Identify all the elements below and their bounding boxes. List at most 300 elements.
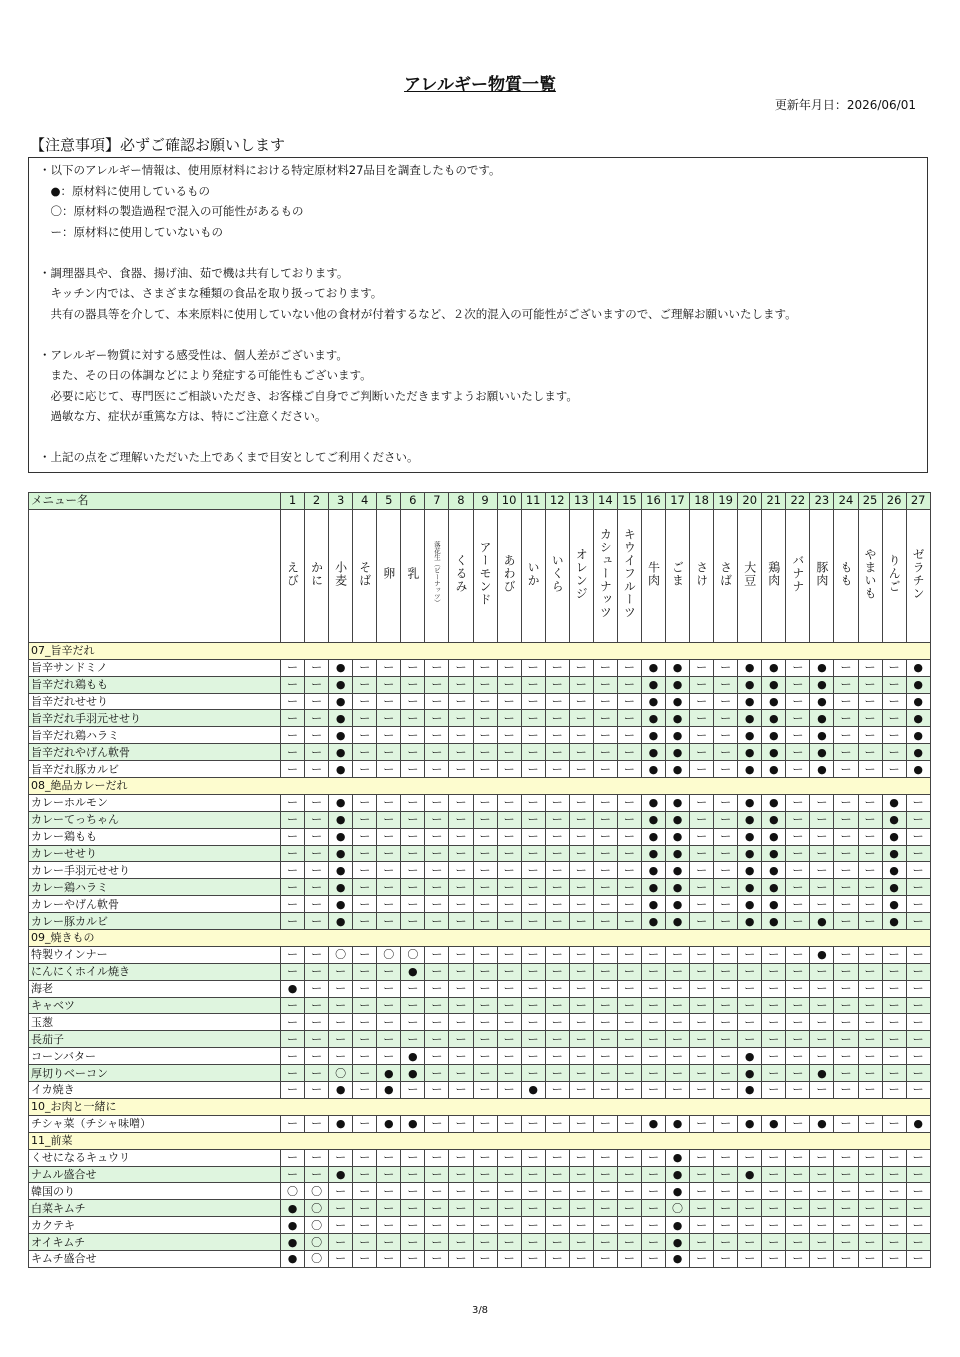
none-mark: ー	[617, 896, 641, 913]
none-mark: ー	[377, 1031, 401, 1048]
none-mark: ー	[690, 862, 714, 879]
none-mark: ー	[425, 896, 449, 913]
none-mark: ー	[810, 963, 834, 980]
table-row	[29, 1250, 931, 1267]
none-mark: ー	[810, 1149, 834, 1166]
none-mark: ー	[497, 794, 521, 811]
contains-mark: ●	[810, 1065, 834, 1082]
none-mark: ー	[858, 1014, 882, 1031]
contains-mark: ●	[762, 828, 786, 845]
contains-mark: ●	[641, 845, 665, 862]
contains-mark: ●	[329, 744, 353, 761]
none-mark: ー	[545, 659, 569, 676]
possible-mark: 〇	[305, 1217, 329, 1234]
none-mark: ー	[569, 1149, 593, 1166]
none-mark: ー	[281, 693, 305, 710]
none-mark: ー	[377, 963, 401, 980]
table-row	[29, 896, 931, 913]
none-mark: ー	[858, 862, 882, 879]
none-mark: ー	[329, 1149, 353, 1166]
none-mark: ー	[882, 1234, 906, 1251]
allergen-name: ごま	[670, 560, 685, 587]
none-mark: ー	[449, 896, 473, 913]
none-mark: ー	[738, 980, 762, 997]
none-mark: ー	[473, 963, 497, 980]
none-mark: ー	[569, 1048, 593, 1065]
none-mark: ー	[569, 946, 593, 963]
none-mark: ー	[353, 1048, 377, 1065]
none-mark: ー	[593, 1183, 617, 1200]
none-mark: ー	[738, 963, 762, 980]
none-mark: ー	[786, 845, 810, 862]
none-mark: ー	[617, 1200, 641, 1217]
contains-mark: ●	[666, 845, 690, 862]
none-mark: ー	[810, 1031, 834, 1048]
allergen-label-row	[29, 509, 931, 642]
none-mark: ー	[401, 862, 425, 879]
none-mark: ー	[834, 710, 858, 727]
none-mark: ー	[690, 1200, 714, 1217]
allergen-name: えび	[285, 560, 300, 587]
allergen-label	[593, 509, 617, 642]
none-mark: ー	[473, 1031, 497, 1048]
none-mark: ー	[425, 1250, 449, 1267]
menu-name: キムチ盛合せ	[29, 1250, 281, 1267]
none-mark: ー	[329, 1234, 353, 1251]
none-mark: ー	[281, 761, 305, 778]
menu-name: 白菜キムチ	[29, 1200, 281, 1217]
none-mark: ー	[786, 980, 810, 997]
none-mark: ー	[834, 693, 858, 710]
none-mark: ー	[858, 659, 882, 676]
allergen-label	[329, 509, 353, 642]
none-mark: ー	[425, 1082, 449, 1099]
none-mark: ー	[882, 1014, 906, 1031]
none-mark: ー	[305, 845, 329, 862]
none-mark: ー	[473, 896, 497, 913]
none-mark: ー	[641, 1217, 665, 1234]
contains-mark: ●	[738, 896, 762, 913]
none-mark: ー	[425, 946, 449, 963]
table-row	[29, 1200, 931, 1217]
none-mark: ー	[497, 744, 521, 761]
none-mark: ー	[569, 659, 593, 676]
none-mark: ー	[401, 676, 425, 693]
none-mark: ー	[401, 727, 425, 744]
none-mark: ー	[449, 659, 473, 676]
contains-mark: ●	[810, 946, 834, 963]
contains-mark: ●	[329, 693, 353, 710]
none-mark: ー	[521, 1234, 545, 1251]
contains-mark: ●	[738, 710, 762, 727]
none-mark: ー	[377, 1200, 401, 1217]
none-mark: ー	[305, 811, 329, 828]
none-mark: ー	[305, 1014, 329, 1031]
menu-name: オイキムチ	[29, 1234, 281, 1251]
none-mark: ー	[281, 997, 305, 1014]
none-mark: ー	[882, 963, 906, 980]
none-mark: ー	[714, 862, 738, 879]
none-mark: ー	[449, 744, 473, 761]
none-mark: ー	[810, 811, 834, 828]
none-mark: ー	[617, 1031, 641, 1048]
table-row	[29, 761, 931, 778]
none-mark: ー	[714, 744, 738, 761]
table-row	[29, 1149, 931, 1166]
none-mark: ー	[810, 879, 834, 896]
notice-line: 共有の器具等を介して、本来原料に使用していない他の食材が付着するなど、２次的混入の可能性がございますので、ご理解お願いいたします。	[39, 306, 797, 321]
none-mark: ー	[810, 1183, 834, 1200]
contains-mark: ●	[329, 727, 353, 744]
none-mark: ー	[906, 828, 930, 845]
none-mark: ー	[281, 963, 305, 980]
allergen-number: 14	[593, 493, 617, 510]
none-mark: ー	[425, 1149, 449, 1166]
contains-mark: ●	[906, 744, 930, 761]
none-mark: ー	[786, 896, 810, 913]
contains-mark: ●	[882, 862, 906, 879]
allergen-name: かに	[309, 560, 324, 587]
category-label: 07_旨辛だれ	[29, 642, 931, 659]
contains-mark: ●	[762, 896, 786, 913]
contains-mark: ●	[401, 963, 425, 980]
none-mark: ー	[569, 744, 593, 761]
none-mark: ー	[449, 828, 473, 845]
none-mark: ー	[593, 693, 617, 710]
contains-mark: ●	[762, 761, 786, 778]
contains-mark: ●	[641, 794, 665, 811]
none-mark: ー	[281, 1149, 305, 1166]
possible-mark: 〇	[329, 1065, 353, 1082]
allergen-label	[690, 509, 714, 642]
contains-mark: ●	[738, 761, 762, 778]
contains-mark: ●	[641, 710, 665, 727]
none-mark: ー	[305, 727, 329, 744]
contains-mark: ●	[666, 1217, 690, 1234]
none-mark: ー	[714, 896, 738, 913]
none-mark: ー	[882, 1082, 906, 1099]
contains-mark: ●	[666, 744, 690, 761]
none-mark: ー	[690, 761, 714, 778]
none-mark: ー	[353, 727, 377, 744]
allergen-label	[810, 509, 834, 642]
none-mark: ー	[617, 744, 641, 761]
none-mark: ー	[714, 997, 738, 1014]
contains-mark: ●	[666, 1149, 690, 1166]
none-mark: ー	[641, 1234, 665, 1251]
none-mark: ー	[569, 997, 593, 1014]
none-mark: ー	[281, 828, 305, 845]
none-mark: ー	[305, 1031, 329, 1048]
none-mark: ー	[497, 946, 521, 963]
none-mark: ー	[714, 1183, 738, 1200]
none-mark: ー	[545, 1217, 569, 1234]
none-mark: ー	[545, 1183, 569, 1200]
notice-line: 過敏な方、症状が重篤な方は、特にご注意ください。	[39, 409, 327, 423]
none-mark: ー	[329, 1183, 353, 1200]
none-mark: ー	[281, 946, 305, 963]
allergen-name: 卵	[381, 567, 396, 581]
none-mark: ー	[401, 1031, 425, 1048]
none-mark: ー	[497, 1014, 521, 1031]
none-mark: ー	[690, 1183, 714, 1200]
none-mark: ー	[569, 1234, 593, 1251]
allergen-name: オレンジ	[574, 547, 589, 600]
none-mark: ー	[834, 828, 858, 845]
none-mark: ー	[617, 879, 641, 896]
none-mark: ー	[810, 845, 834, 862]
none-mark: ー	[882, 1200, 906, 1217]
allergen-number: 8	[449, 493, 473, 510]
possible-mark: 〇	[305, 1234, 329, 1251]
none-mark: ー	[521, 896, 545, 913]
contains-mark: ●	[906, 1115, 930, 1132]
none-mark: ー	[545, 862, 569, 879]
none-mark: ー	[762, 1014, 786, 1031]
table-row	[29, 1183, 931, 1200]
none-mark: ー	[521, 879, 545, 896]
none-mark: ー	[593, 727, 617, 744]
none-mark: ー	[810, 1082, 834, 1099]
none-mark: ー	[521, 1250, 545, 1267]
none-mark: ー	[714, 1014, 738, 1031]
contains-mark: ●	[666, 1166, 690, 1183]
category-row	[29, 1132, 931, 1149]
menu-name: カレーせせり	[29, 845, 281, 862]
allergen-name: そば	[357, 560, 372, 587]
none-mark: ー	[569, 727, 593, 744]
updated-date: 更新年月日：2026/06/01	[774, 98, 916, 112]
none-mark: ー	[666, 1082, 690, 1099]
contains-mark: ●	[738, 727, 762, 744]
none-mark: ー	[569, 1115, 593, 1132]
none-mark: ー	[473, 1149, 497, 1166]
none-mark: ー	[810, 1014, 834, 1031]
none-mark: ー	[762, 1217, 786, 1234]
none-mark: ー	[377, 1048, 401, 1065]
contains-mark: ●	[882, 845, 906, 862]
none-mark: ー	[425, 1183, 449, 1200]
none-mark: ー	[810, 997, 834, 1014]
none-mark: ー	[497, 845, 521, 862]
none-mark: ー	[497, 1234, 521, 1251]
allergen-name: 乳	[405, 567, 420, 581]
contains-mark: ●	[329, 845, 353, 862]
none-mark: ー	[401, 761, 425, 778]
none-mark: ー	[401, 1234, 425, 1251]
none-mark: ー	[593, 1166, 617, 1183]
none-mark: ー	[521, 1183, 545, 1200]
none-mark: ー	[425, 744, 449, 761]
contains-mark: ●	[281, 1234, 305, 1251]
allergen-name: やまいも	[863, 547, 878, 600]
none-mark: ー	[569, 845, 593, 862]
none-mark: ー	[473, 862, 497, 879]
none-mark: ー	[377, 1014, 401, 1031]
none-mark: ー	[521, 744, 545, 761]
none-mark: ー	[858, 1183, 882, 1200]
none-mark: ー	[329, 1250, 353, 1267]
none-mark: ー	[714, 1200, 738, 1217]
none-mark: ー	[497, 1166, 521, 1183]
contains-mark: ●	[666, 913, 690, 930]
menu-name: カレーホルモン	[29, 794, 281, 811]
none-mark: ー	[858, 693, 882, 710]
none-mark: ー	[425, 1048, 449, 1065]
none-mark: ー	[714, 1115, 738, 1132]
none-mark: ー	[786, 1234, 810, 1251]
contains-mark: ●	[906, 659, 930, 676]
none-mark: ー	[641, 1149, 665, 1166]
none-mark: ー	[593, 1149, 617, 1166]
contains-mark: ●	[329, 896, 353, 913]
none-mark: ー	[858, 980, 882, 997]
contains-mark: ●	[666, 794, 690, 811]
none-mark: ー	[786, 1014, 810, 1031]
none-mark: ー	[593, 1082, 617, 1099]
none-mark: ー	[593, 997, 617, 1014]
none-mark: ー	[281, 1082, 305, 1099]
none-mark: ー	[497, 1082, 521, 1099]
none-mark: ー	[690, 1149, 714, 1166]
contains-mark: ●	[882, 896, 906, 913]
contains-mark: ●	[329, 1166, 353, 1183]
none-mark: ー	[617, 693, 641, 710]
allergen-number: 7	[425, 493, 449, 510]
allergen-label	[786, 509, 810, 642]
menu-name: 韓国のり	[29, 1183, 281, 1200]
contains-mark: ●	[666, 727, 690, 744]
none-mark: ー	[906, 896, 930, 913]
menu-name-header: メニュー名	[29, 493, 281, 510]
none-mark: ー	[497, 828, 521, 845]
none-mark: ー	[449, 1183, 473, 1200]
none-mark: ー	[617, 761, 641, 778]
menu-name: 玉葱	[29, 1014, 281, 1031]
contains-mark: ●	[738, 913, 762, 930]
none-mark: ー	[714, 1149, 738, 1166]
none-mark: ー	[449, 1200, 473, 1217]
menu-name: 海老	[29, 980, 281, 997]
none-mark: ー	[497, 1048, 521, 1065]
none-mark: ー	[473, 1183, 497, 1200]
none-mark: ー	[714, 794, 738, 811]
none-mark: ー	[617, 1082, 641, 1099]
allergen-name: あわび	[502, 554, 517, 594]
none-mark: ー	[401, 1149, 425, 1166]
none-mark: ー	[281, 1014, 305, 1031]
none-mark: ー	[762, 1149, 786, 1166]
none-mark: ー	[786, 1200, 810, 1217]
allergen-label	[425, 509, 449, 642]
none-mark: ー	[617, 794, 641, 811]
none-mark: ー	[569, 980, 593, 997]
none-mark: ー	[882, 1115, 906, 1132]
none-mark: ー	[906, 1014, 930, 1031]
none-mark: ー	[641, 980, 665, 997]
menu-name: ナムル盛合せ	[29, 1166, 281, 1183]
allergen-name: 落花生（ピーナッツ）	[432, 541, 441, 607]
allergen-number: 24	[834, 493, 858, 510]
none-mark: ー	[305, 710, 329, 727]
none-mark: ー	[906, 1200, 930, 1217]
contains-mark: ●	[762, 862, 786, 879]
none-mark: ー	[569, 1250, 593, 1267]
allergen-number: 27	[906, 493, 930, 510]
table-row	[29, 693, 931, 710]
none-mark: ー	[281, 710, 305, 727]
none-mark: ー	[473, 676, 497, 693]
none-mark: ー	[858, 1065, 882, 1082]
none-mark: ー	[449, 1217, 473, 1234]
none-mark: ー	[810, 1200, 834, 1217]
none-mark: ー	[401, 693, 425, 710]
menu-name: コーンバター	[29, 1048, 281, 1065]
none-mark: ー	[690, 1166, 714, 1183]
none-mark: ー	[377, 896, 401, 913]
menu-name: カレー鶏もも	[29, 828, 281, 845]
menu-name: カクテキ	[29, 1217, 281, 1234]
category-label: 09_焼きもの	[29, 930, 931, 947]
none-mark: ー	[834, 1234, 858, 1251]
contains-mark: ●	[329, 811, 353, 828]
none-mark: ー	[690, 913, 714, 930]
menu-name: 旨辛だれ豚カルビ	[29, 761, 281, 778]
none-mark: ー	[425, 1200, 449, 1217]
table-row	[29, 1065, 931, 1082]
table-row	[29, 1166, 931, 1183]
none-mark: ー	[353, 1234, 377, 1251]
none-mark: ー	[882, 1065, 906, 1082]
allergen-number: 20	[738, 493, 762, 510]
contains-mark: ●	[882, 913, 906, 930]
none-mark: ー	[521, 676, 545, 693]
none-mark: ー	[882, 946, 906, 963]
table-row	[29, 1115, 931, 1132]
allergen-name: いくら	[550, 554, 565, 594]
none-mark: ー	[593, 710, 617, 727]
none-mark: ー	[353, 1217, 377, 1234]
none-mark: ー	[473, 997, 497, 1014]
none-mark: ー	[497, 1031, 521, 1048]
none-mark: ー	[738, 997, 762, 1014]
none-mark: ー	[521, 913, 545, 930]
allergen-label	[906, 509, 930, 642]
contains-mark: ●	[762, 845, 786, 862]
none-mark: ー	[497, 693, 521, 710]
none-mark: ー	[858, 896, 882, 913]
menu-name: 旨辛だれせせり	[29, 693, 281, 710]
none-mark: ー	[401, 1200, 425, 1217]
none-mark: ー	[906, 1250, 930, 1267]
none-mark: ー	[834, 761, 858, 778]
allergen-label	[714, 509, 738, 642]
none-mark: ー	[617, 946, 641, 963]
none-mark: ー	[377, 1149, 401, 1166]
none-mark: ー	[425, 1115, 449, 1132]
none-mark: ー	[714, 913, 738, 930]
none-mark: ー	[569, 1014, 593, 1031]
none-mark: ー	[834, 1031, 858, 1048]
none-mark: ー	[834, 1065, 858, 1082]
allergen-name: バナナ	[790, 554, 805, 594]
category-row	[29, 1098, 931, 1115]
none-mark: ー	[690, 659, 714, 676]
contains-mark: ●	[641, 1115, 665, 1132]
none-mark: ー	[593, 659, 617, 676]
none-mark: ー	[401, 1183, 425, 1200]
none-mark: ー	[281, 744, 305, 761]
